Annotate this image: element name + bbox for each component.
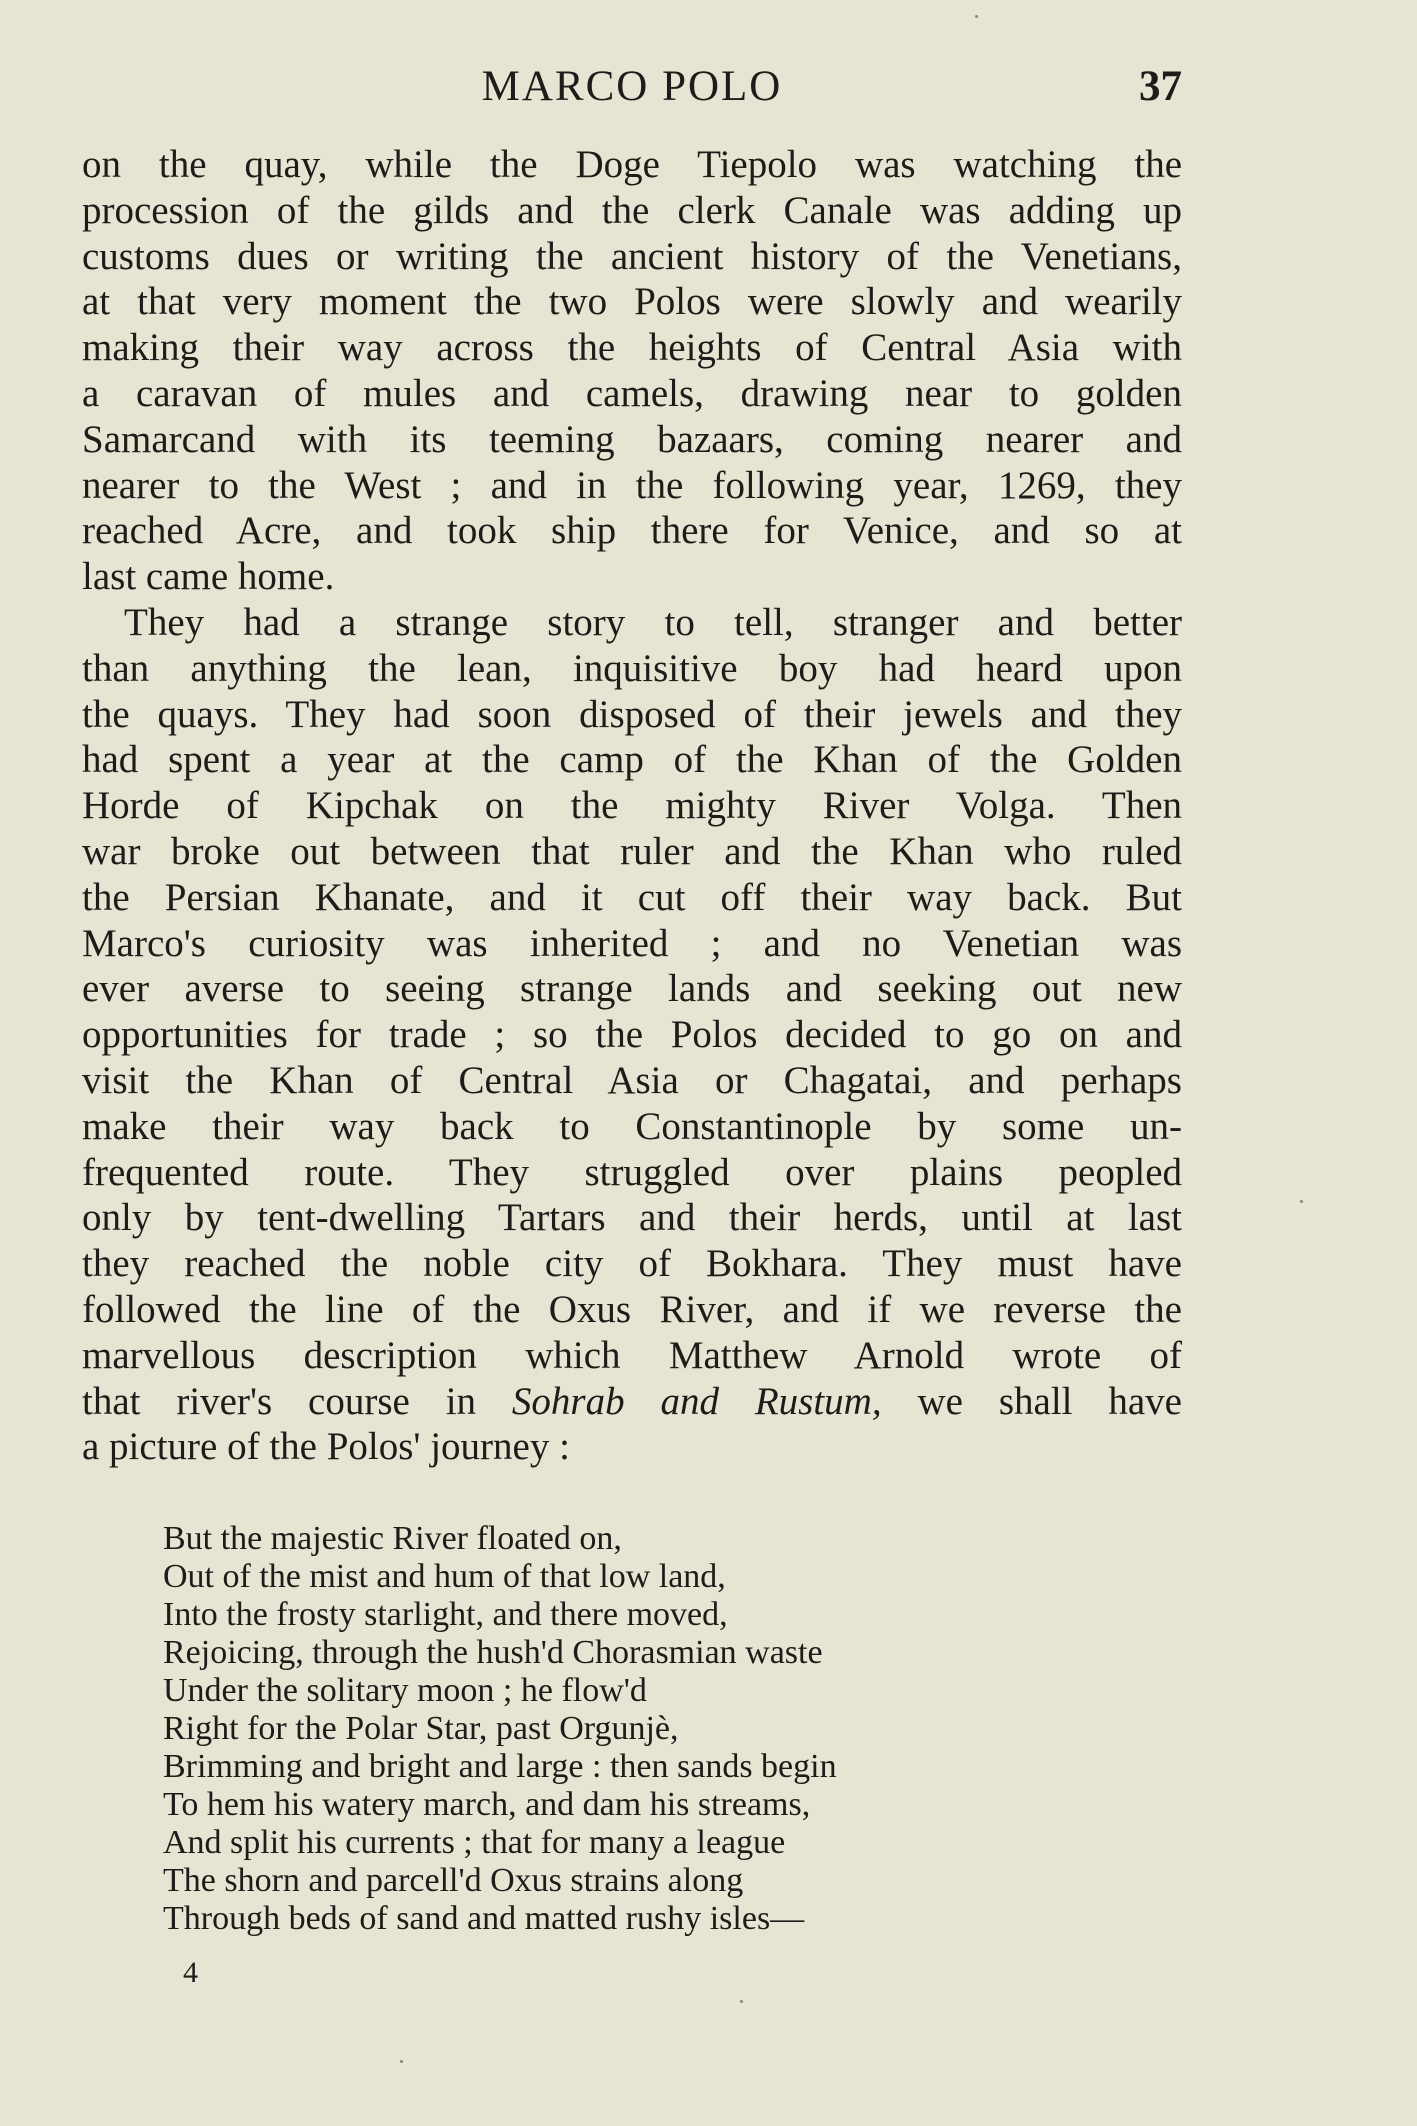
text-line: a picture of the Polos' journey : <box>82 1425 570 1469</box>
text-line: only by tent-dwelling Tartars and their herds, until at last <box>82 1196 1182 1240</box>
text-line: Marco's curiosity was inherited ; and no Venetian was <box>82 921 1182 965</box>
text-line: at that very moment the two Polos were slowly and wearily <box>82 280 1182 324</box>
text-line: They had a strange story to tell, stranger and better <box>124 600 1182 644</box>
poem-line: Out of the mist and hum of that low land, <box>163 1558 726 1595</box>
paper-speck <box>740 2000 743 2003</box>
poem-quotation <box>163 1520 1163 1938</box>
text-line: followed the line of the Oxus River, and if we reverse the <box>82 1287 1182 1331</box>
text-line: opportunities for trade ; so the Polos decided to go on and <box>82 1013 1182 1057</box>
poem-title: Sohrab and Rustum, <box>511 1379 882 1423</box>
text-line: ever averse to seeing strange lands and seeking out new <box>82 967 1182 1011</box>
signature-mark: 4 <box>183 1956 198 1989</box>
text-line: Horde of Kipchak on the mighty River Volga. Then <box>82 784 1182 828</box>
text-line: customs dues or writing the ancient history of the Venetians, <box>82 234 1182 278</box>
text-line: making their way across the heights of Central Asia with <box>82 326 1182 370</box>
text-line: visit the Khan of Central Asia or Chagatai, and perhaps <box>82 1058 1182 1102</box>
text-line: war broke out between that ruler and the Khan who ruled <box>82 829 1182 873</box>
poem-line: Into the frosty starlight, and there moved, <box>163 1596 728 1633</box>
poem-line: And split his currents ; that for many a league <box>163 1824 786 1861</box>
text-line: nearer to the West ; and in the following year, 1269, they <box>82 463 1182 507</box>
poem-line: Under the solitary moon ; he flow'd <box>163 1672 647 1709</box>
text-line: than anything the lean, inquisitive boy had heard upon <box>82 646 1182 690</box>
poem-line: But the majestic River floated on, <box>163 1520 622 1557</box>
text-line: they reached the noble city of Bokhara. They must have <box>82 1242 1182 1286</box>
text-line: procession of the gilds and the clerk Canale was adding up <box>82 188 1182 232</box>
text-line: reached Acre, and took ship there for Venice, and so at <box>82 509 1182 553</box>
line-text-before: that river's course in <box>82 1379 512 1423</box>
running-title: MARCO POLO <box>481 63 783 110</box>
page-header <box>82 62 1182 122</box>
text-line: last came home. <box>82 555 335 599</box>
body-text <box>82 142 1182 1470</box>
text-line: frequented route. They struggled over plains peopled <box>82 1150 1182 1194</box>
text-line: Samarcand with its teeming bazaars, coming nearer and <box>82 417 1182 461</box>
poem-line: Through beds of sand and matted rushy isles— <box>163 1900 805 1937</box>
poem-line: To hem his watery march, and dam his streams, <box>163 1786 811 1823</box>
text-line: on the quay, while the Doge Tiepolo was watching the <box>82 143 1182 186</box>
page-number: 37 <box>1139 63 1182 110</box>
poem-line: The shorn and parcell'd Oxus strains along <box>163 1862 744 1899</box>
text-line: had spent a year at the camp of the Khan of the Golden <box>82 738 1182 782</box>
paper-speck <box>400 2060 403 2063</box>
poem-line: Right for the Polar Star, past Orgunjè, <box>163 1710 679 1747</box>
poem-line: Rejoicing, through the hush'd Chorasmian waste <box>163 1634 823 1671</box>
text-line-with-title <box>82 1379 1182 1425</box>
text-line: the quays. They had soon disposed of their jewels and they <box>82 692 1182 736</box>
paper-speck <box>975 15 978 18</box>
text-line: marvellous description which Matthew Arnold wrote of <box>82 1333 1182 1377</box>
text-line: a caravan of mules and camels, drawing near to golden <box>82 371 1182 415</box>
line-text-after: we shall have <box>881 1379 1182 1423</box>
paper-speck <box>1300 1200 1303 1203</box>
poem-line: Brimming and bright and large : then sands begin <box>163 1748 837 1785</box>
text-line: the Persian Khanate, and it cut off their way back. But <box>82 875 1182 919</box>
text-line: make their way back to Constantinople by some un- <box>82 1104 1182 1148</box>
